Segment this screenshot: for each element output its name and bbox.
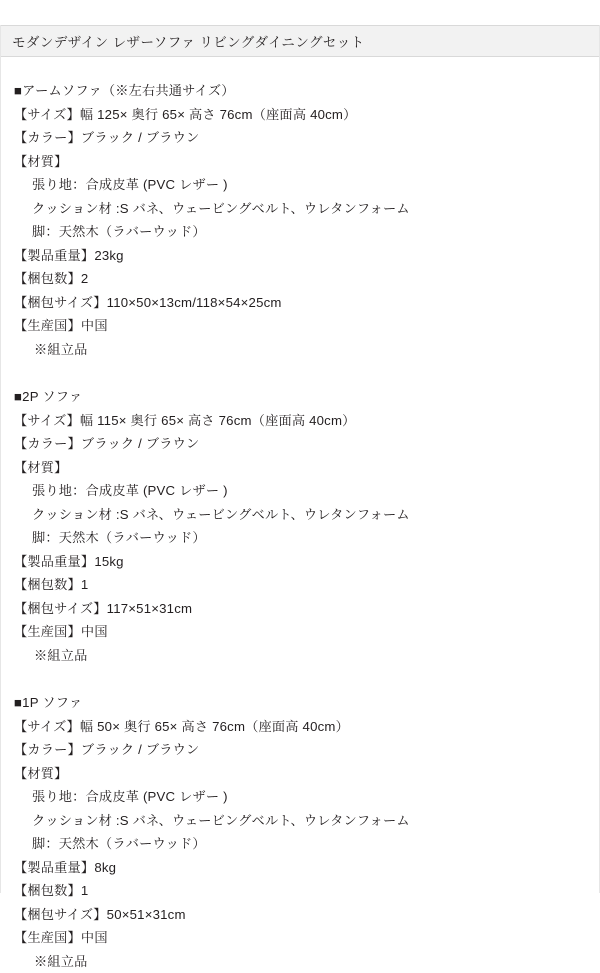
spec-line: ※組立品 [14, 338, 586, 362]
spec-line: 脚：天然木（ラバーウッド） [14, 832, 586, 856]
spec-line: 【材質】 [14, 762, 586, 786]
spec-line: クッション材 :S バネ、ウェービングベルト、ウレタンフォーム [14, 197, 586, 221]
page-title: モダンデザイン レザーソファ リビングダイニングセット [12, 31, 365, 51]
spec-line: 【生産国】中国 [14, 620, 586, 644]
spec-line: ※組立品 [14, 644, 586, 668]
spec-line: 脚：天然木（ラバーウッド） [14, 526, 586, 550]
spec-line: 【サイズ】幅 125× 奥行 65× 高さ 76cm（座面高 40cm） [14, 103, 586, 127]
spec-line: 【カラー】ブラック / ブラウン [14, 126, 586, 150]
spec-line: 【梱包サイズ】50×51×31cm [14, 903, 586, 927]
spec-line: 【梱包数】2 [14, 267, 586, 291]
spec-section-title: ■2P ソファ [14, 385, 586, 409]
spec-line: クッション材 :S バネ、ウェービングベルト、ウレタンフォーム [14, 809, 586, 833]
spec-line: 張り地：合成皮革 (PVC レザー ) [14, 785, 586, 809]
spec-line: 【製品重量】8kg [14, 856, 586, 880]
spec-line: 【製品重量】15kg [14, 550, 586, 574]
spec-line: クッション材 :S バネ、ウェービングベルト、ウレタンフォーム [14, 503, 586, 527]
spec-line: 【生産国】中国 [14, 314, 586, 338]
product-spec-page [0, 25, 600, 893]
spec-line: ※組立品 [14, 950, 586, 973]
spec-section [14, 79, 586, 361]
product-title-bar [0, 25, 600, 57]
spec-line: 脚：天然木（ラバーウッド） [14, 220, 586, 244]
spec-line: 【製品重量】23kg [14, 244, 586, 268]
spec-section-title: ■1P ソファ [14, 691, 586, 715]
page-left-rule [0, 25, 1, 893]
spec-line: 【カラー】ブラック / ブラウン [14, 432, 586, 456]
spec-section-title: ■アームソファ（※左右共通サイズ） [14, 79, 586, 103]
spec-line: 【梱包サイズ】117×51×31cm [14, 597, 586, 621]
spec-line: 【サイズ】幅 50× 奥行 65× 高さ 76cm（座面高 40cm） [14, 715, 586, 739]
spec-line: 張り地：合成皮革 (PVC レザー ) [14, 479, 586, 503]
spec-line: 【生産国】中国 [14, 926, 586, 950]
spec-line: 【材質】 [14, 456, 586, 480]
spec-sections [0, 57, 600, 973]
spec-line: 【梱包数】1 [14, 879, 586, 903]
spec-line: 【梱包サイズ】110×50×13cm/118×54×25cm [14, 291, 586, 315]
spec-section [14, 385, 586, 667]
spec-line: 【サイズ】幅 115× 奥行 65× 高さ 76cm（座面高 40cm） [14, 409, 586, 433]
spec-line: 張り地：合成皮革 (PVC レザー ) [14, 173, 586, 197]
spec-line: 【梱包数】1 [14, 573, 586, 597]
spec-line: 【カラー】ブラック / ブラウン [14, 738, 586, 762]
spec-section [14, 691, 586, 973]
spec-line: 【材質】 [14, 150, 586, 174]
